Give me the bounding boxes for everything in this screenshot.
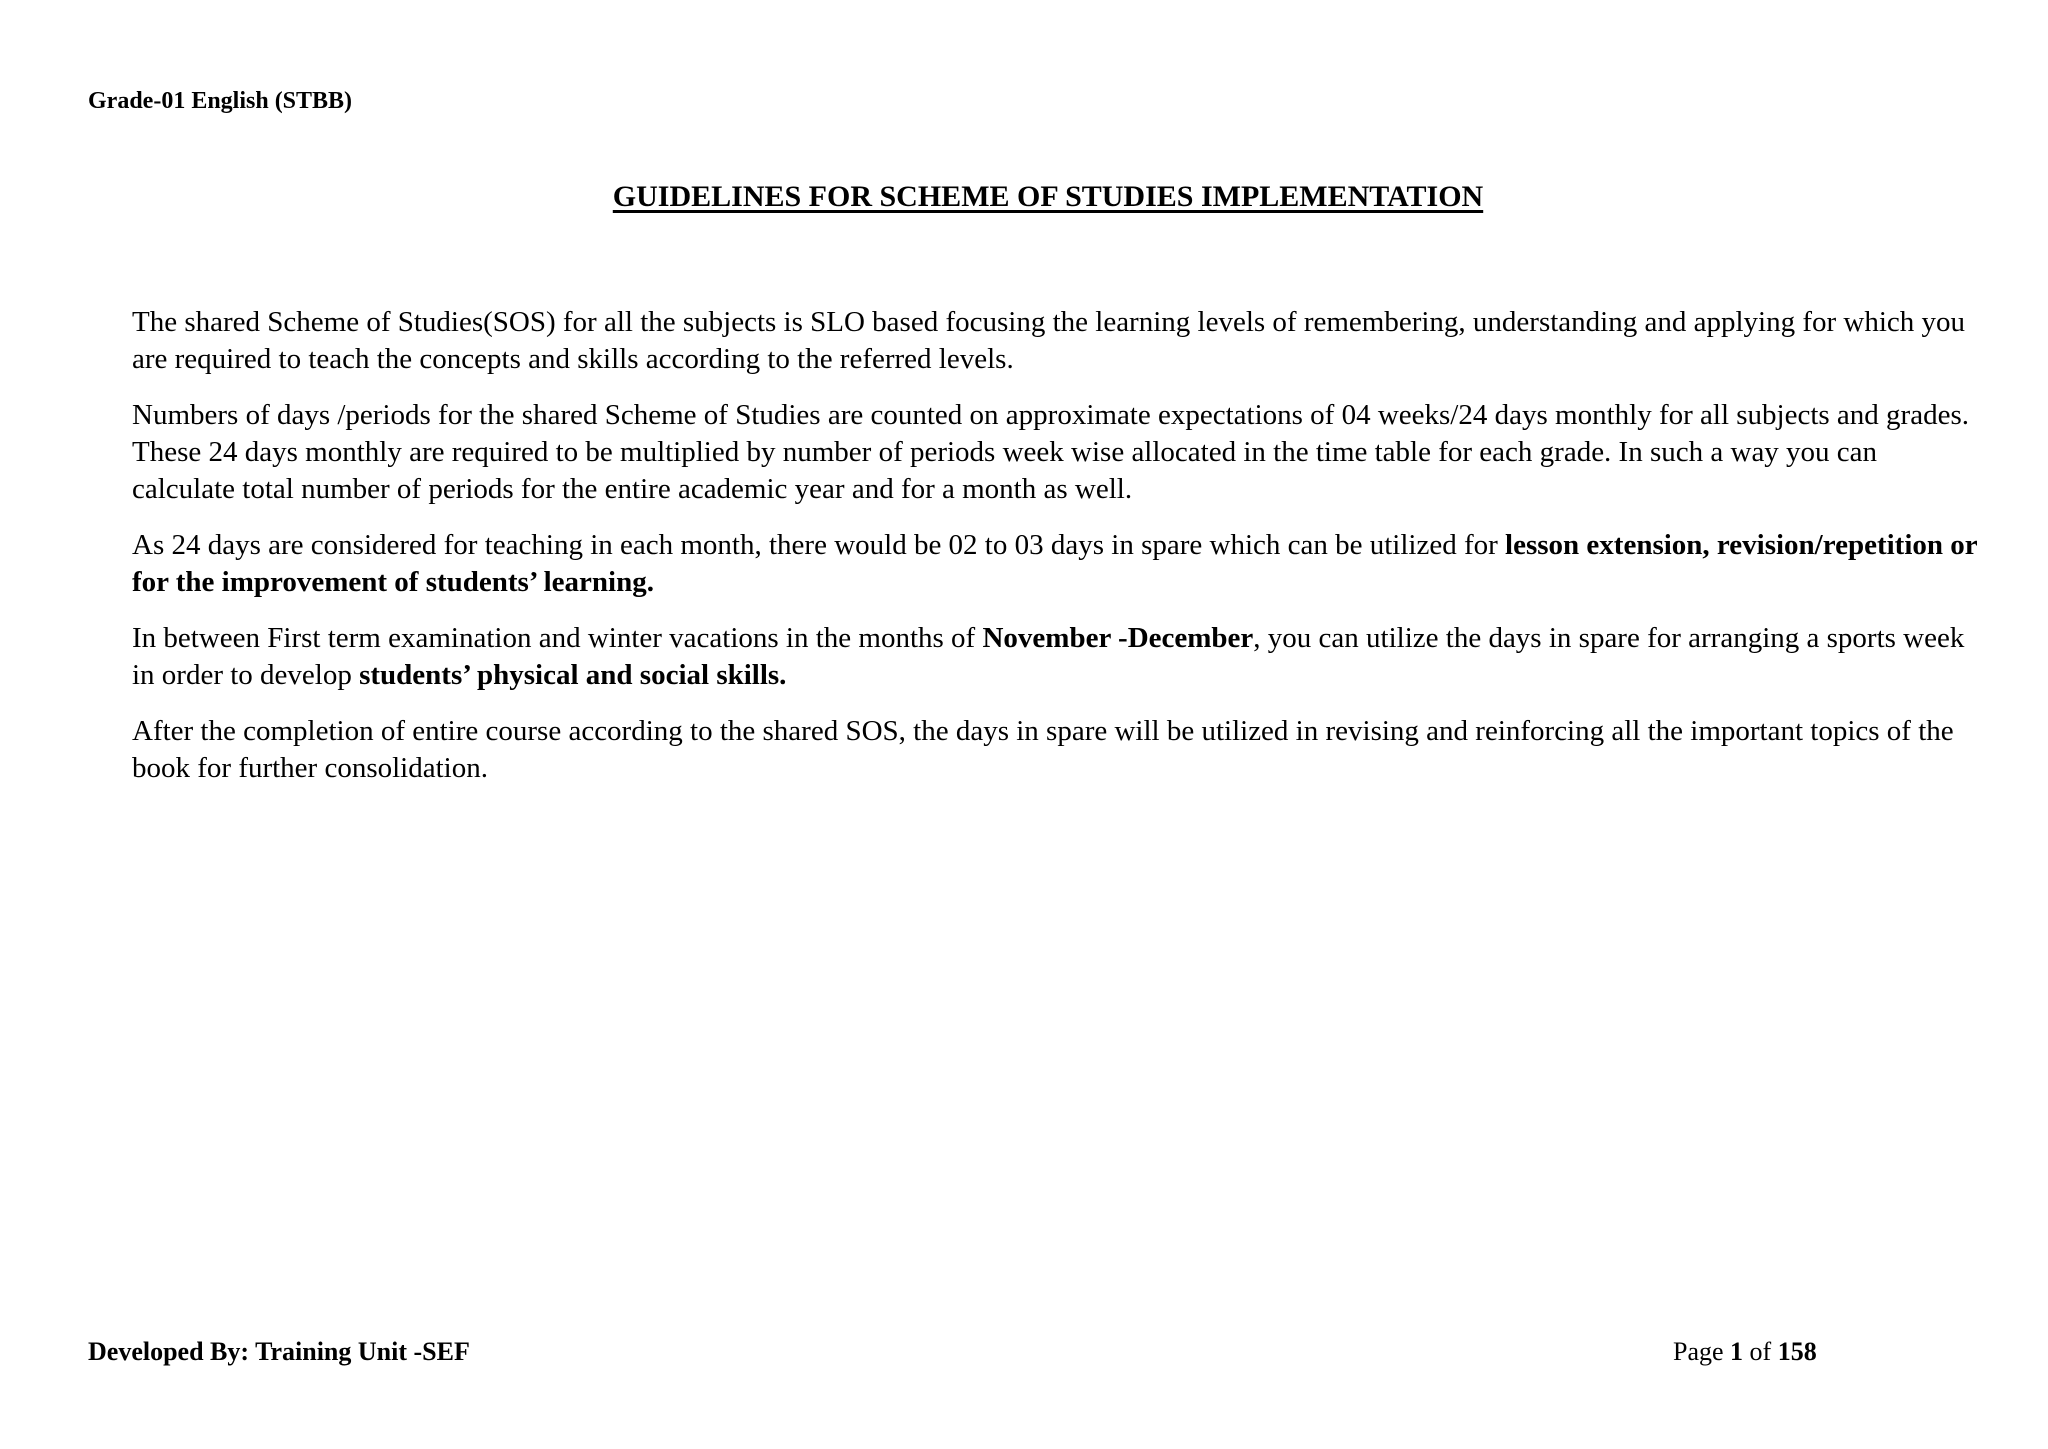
paragraph-3-text: As 24 days are considered for teaching in each month, there would be 02 to 03 days in spare which can be utilized for <box>132 529 1506 561</box>
paragraph-4-bold-1: November -December <box>982 622 1254 654</box>
paragraph-4-bold-2: students’ physical and social skills. <box>359 659 787 691</box>
paragraph-4 <box>132 620 1982 694</box>
paragraph-4-text-2: , you can utilize the days in spare for arranging a sports week in order to develop <box>132 622 1965 691</box>
paragraph-5: After the completion of entire course according to the shared SOS, the days in spare will be utilized in revising and reinforcing all the important topics of the book for further consolidation. <box>132 715 1954 784</box>
paragraph-3 <box>132 527 1982 601</box>
page-current: 1 <box>1730 1337 1744 1366</box>
page-title: GUIDELINES FOR SCHEME OF STUDIES IMPLEMENTATION <box>612 180 1484 213</box>
footer-developed-by: Developed By: Training Unit -SEF <box>88 1337 470 1366</box>
page-of: of <box>1743 1337 1778 1366</box>
document-header: Grade-01 English (STBB) <box>88 88 353 114</box>
paragraph-2: Numbers of days /periods for the shared Scheme of Studies are counted on approximate expectations of 04 weeks/24 days monthly for all subjects and grades. These 24 days monthly are required to be multiplied by number of periods week wise allocated in the time table for each grade. In such a way you can calculate total number of periods for the entire academic year and for a month as well. <box>132 399 1969 505</box>
paragraph-3-bold: lesson extension, revision/repetition or for the improvement of students’ learning. <box>132 529 1978 598</box>
document-body <box>132 304 1982 806</box>
page-total: 158 <box>1777 1337 1817 1366</box>
paragraph-4-text-1: In between First term examination and winter vacations in the months of <box>132 622 983 654</box>
paragraph-1: The shared Scheme of Studies(SOS) for all the subjects is SLO based focusing the learning levels of remembering, understanding and applying for which you are required to teach the concepts and skills according to the referred levels. <box>132 306 1966 375</box>
page-prefix: Page <box>1673 1337 1731 1366</box>
page-number <box>1673 1337 1817 1367</box>
